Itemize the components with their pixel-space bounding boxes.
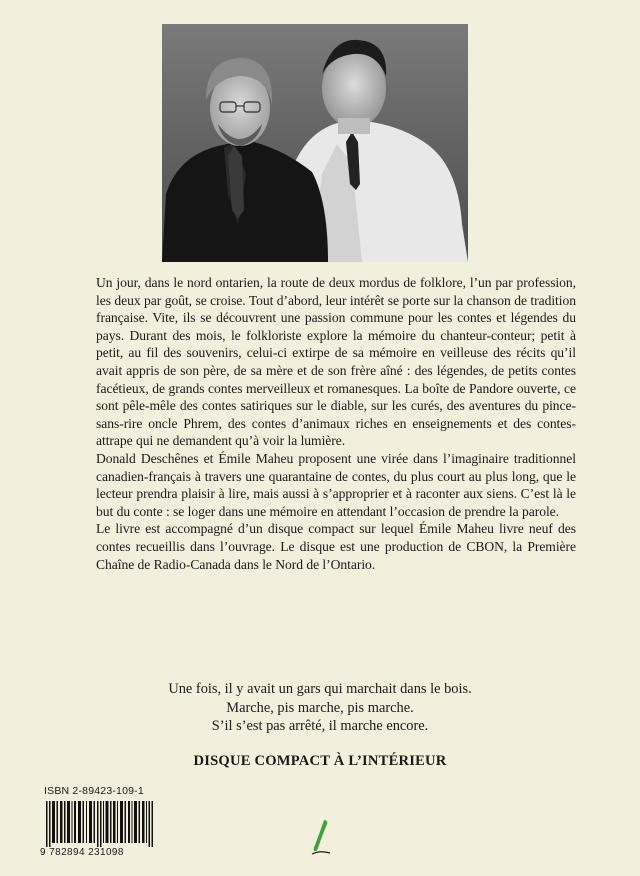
verse-line: Une fois, il y avait un gars qui marchait dans le bois. xyxy=(168,681,472,697)
paragraph-cd: Le livre est accompagné d’un disque compact sur lequel Émile Maheu livre neuf des contes recueillis dans l’ouvrage. Le disque est une production de CBON, la Première Chaîne de Radio-Canada dans le Nord de l’Ontario. xyxy=(96,521,576,572)
isbn-block xyxy=(40,785,180,865)
portrait-photo-icon xyxy=(162,24,468,262)
publisher-logo-icon xyxy=(310,818,334,858)
description-text xyxy=(96,274,576,573)
verse-line: S’il s’est pas arrêté, il marche encore. xyxy=(211,718,429,734)
author-photo xyxy=(162,24,468,262)
paragraph-authors: Donald Deschênes et Émile Maheu proposent une virée dans l’imaginaire traditionnel canadien-français à travers une quarantaine de contes, du plus court au plus long, que le lecteur prendra plaisir à lire, mais aussi à s’approprier et à raconter aux siens. C’est là le but du conte : se loger dans une mémoire en attendant l’occasion de prendre la parole. xyxy=(96,450,576,519)
cd-notice: DISQUE COMPACT À L’INTÉRIEUR xyxy=(193,753,447,769)
verse-line: Marche, pis marche, pis marche. xyxy=(226,699,414,716)
barcode-icon xyxy=(40,801,164,847)
isbn-label: ISBN 2-89423-109-1 xyxy=(44,785,144,797)
closing-verse xyxy=(0,680,640,736)
paragraph-intro: Un jour, dans le nord ontarien, la route de deux mordus de folklore, l’un par profession, les deux par goût, se croise. Tout d’abord, leur intérêt se porte sur la chanson de tradition française. Vite, ils se découvrent une passion commune pour les contes et légendes du pays. Durant des mois, le folkloriste explore la mémoire du chanteur-conteur; petit à petit, au fil des souvenirs, celui-ci extirpe de sa mémoire en veilleuse des récits qu’il avait appris de son père, de sa mère et de son frère aîné : des légendes, de petits contes facétieux, de grands contes merveilleux et romanesques. La boîte de Pandore ouverte, ce sont pêle-mêle des contes satiriques sur le diable, sur les curés, des aventures du pince-sans-rire oncle Phrem, des contes d’animaux riches en enseignements et des contes-attrape qui ne demandent qu’à voir la lumière. xyxy=(96,275,576,449)
barcode-digits: 9 782894 231098 xyxy=(40,847,124,858)
